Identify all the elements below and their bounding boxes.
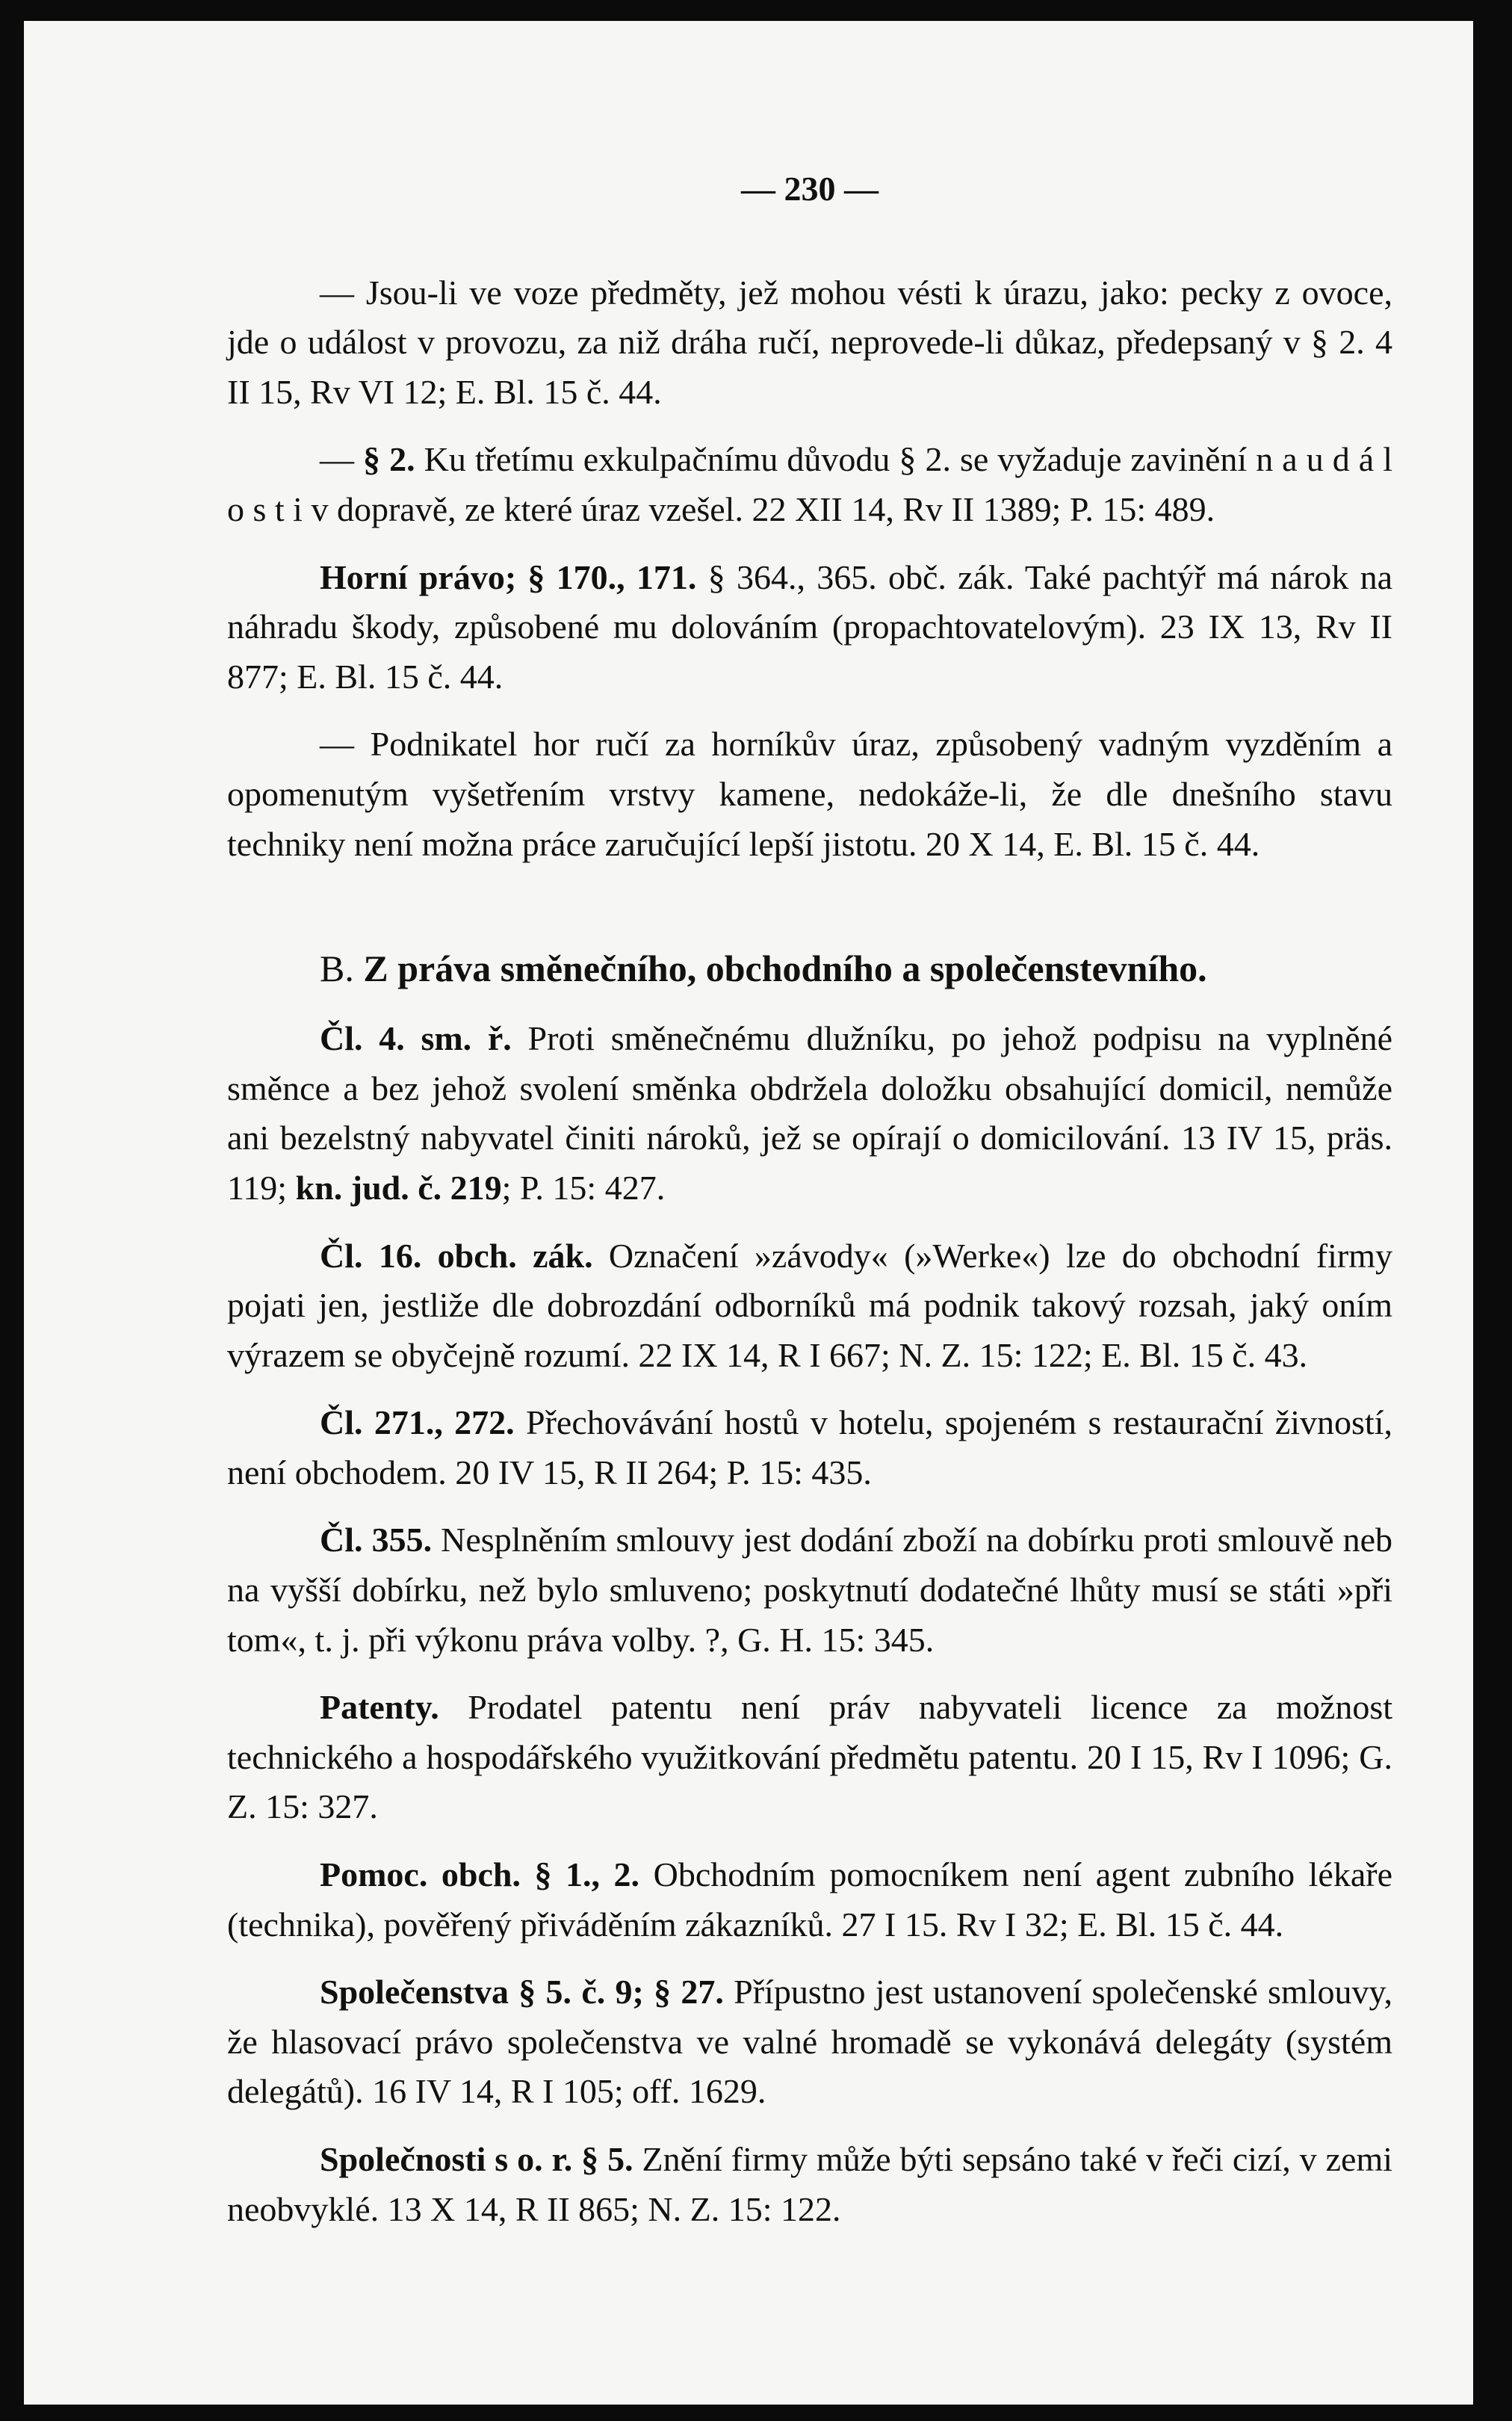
paragraph-a3: Horní právo; § 170., 171. § 364., 365. obč. zák. Také pachtýř má nárok na náhradu škody, způsobené mu dolováním (propachtovatelovým). 23 IX 13, Rv II 877; E. Bl. 15 č. 44. bbox=[227, 557, 1392, 696]
paragraph-lead: Čl. 16. obch. zák. bbox=[320, 1236, 593, 1275]
paragraph-b3: Čl. 271., 272. Přechovávání hostů v hotelu, spojeném s restaurační živností, není obchodem. 20 IV 15, R II 264; P. 15: 435. bbox=[227, 1403, 1392, 1491]
paragraph-lead: Čl. 4. sm. ř. bbox=[320, 1019, 512, 1058]
paragraph-b5: Patenty. Prodatel patentu není práv nabyvateli licence za možnost technického a hospodářského využitkování předmětu patentu. 20 I 15, Rv I 1096; G. Z. 15: 327. bbox=[227, 1688, 1392, 1826]
paragraph-a4: — Podnikatel hor ručí za horníkův úraz, způsobený vadným vyzděním a opomenutým vyšetřením vrstvy kamene, nedokáže-li, že dle dnešního stavu techniky není možna práce zaručující lepší jistotu. 20 X 14, E. Bl. 15 č. 44. bbox=[227, 725, 1392, 863]
paragraph-a2: — § 2. Ku třetímu exkulpačnímu důvodu § 2. se vyžaduje zavinění n a u d á l o s t i v dopravě, ze které úraz vzešel. 22 XII 14, Rv II 1389; P. 15: 489. bbox=[227, 440, 1393, 528]
book-page bbox=[24, 21, 1473, 2405]
paragraph-lead: Pomoc. obch. § 1., 2. bbox=[320, 1855, 640, 1894]
paragraph-lead: Společnosti s o. r. § 5. bbox=[320, 2140, 633, 2178]
paragraph-b2: Čl. 16. obch. zák. Označení »závody« (»Werke«) lze do obchodní firmy pojati jen, jestliže dle dobrozdání odborníků má podnik takový rozsah, jaký oním výrazem se obyčejně rozumí. 22 IX 14, R I 667; N. Z. 15: 122; E. Bl. 15 č. 43. bbox=[227, 1236, 1392, 1374]
paragraph-b1: Čl. 4. sm. ř. Proti směnečnému dlužníku, po jehož podpisu na vyplněné směnce a bez jehož svolení směnka obdržela doložku obsahující domicil, nemůže ani bezelstný nabyvatel činiti nároků, jež se opírají o domicilování. 13 IV 15, präs. 119; kn. jud. č. 219; P. 15: 427. bbox=[227, 1019, 1392, 1207]
paragraph-lead: § 2. bbox=[363, 440, 415, 479]
paragraph-lead: Horní právo; § 170., 171. bbox=[320, 557, 697, 596]
section-heading bbox=[227, 944, 1392, 993]
section-title: Z práva směnečního, obchodního a společenstevního. bbox=[363, 947, 1207, 990]
page-number: — 230 — bbox=[741, 170, 879, 208]
section-letter: B. bbox=[320, 947, 354, 990]
paragraph-b6: Pomoc. obch. § 1., 2. Obchodním pomocníkem není agent zubního lékaře (technika), pověřený přiváděním zákazníků. 27 I 15. Rv I 32; E. Bl. 15 č. 44. bbox=[227, 1855, 1392, 1944]
paragraph-b8: Společnosti s o. r. § 5. Znění firmy může býti sepsáno také v řeči cizí, v zemi neobvyklé. 13 X 14, R II 865; N. Z. 15: 122. bbox=[227, 2140, 1393, 2228]
paragraph-lead: Společenstva § 5. č. 9; § 27. bbox=[320, 1973, 724, 2012]
paragraph-a1: — Jsou-li ve voze předměty, jež mohou vésti k úrazu, jako: pecky z ovoce, jde o událost v provozu, za niž dráha ručí, neprovede-li důkaz, předepsaný v § 2. 4 II 15, Rv VI 12; E. Bl. 15 č. 44. bbox=[227, 273, 1392, 411]
paragraph-b4: Čl. 355. Nesplněním smlouvy jest dodání zboží na dobírku proti smlouvě neb na vyšší dobírku, než bylo smluveno; poskytnutí dodatečné lhůty musí se státi »při tom«, t. j. při výkonu práva volby. ?, G. H. 15: 345. bbox=[227, 1521, 1392, 1659]
paragraph-b7: Společenstva § 5. č. 9; § 27. Přípustno jest ustanovení společenské smlouvy, že hlasovací právo společenstva ve valné hromadě se vykonává delegáty (systém delegátů). 16 IV 14, R I 105; off. 1629. bbox=[227, 1973, 1392, 2111]
paragraph-lead: Čl. 355. bbox=[320, 1521, 433, 1559]
page-content bbox=[227, 164, 1392, 2234]
paragraph-lead: Čl. 271., 272. bbox=[320, 1403, 515, 1442]
paragraph-lead: Patenty. bbox=[320, 1688, 439, 1727]
